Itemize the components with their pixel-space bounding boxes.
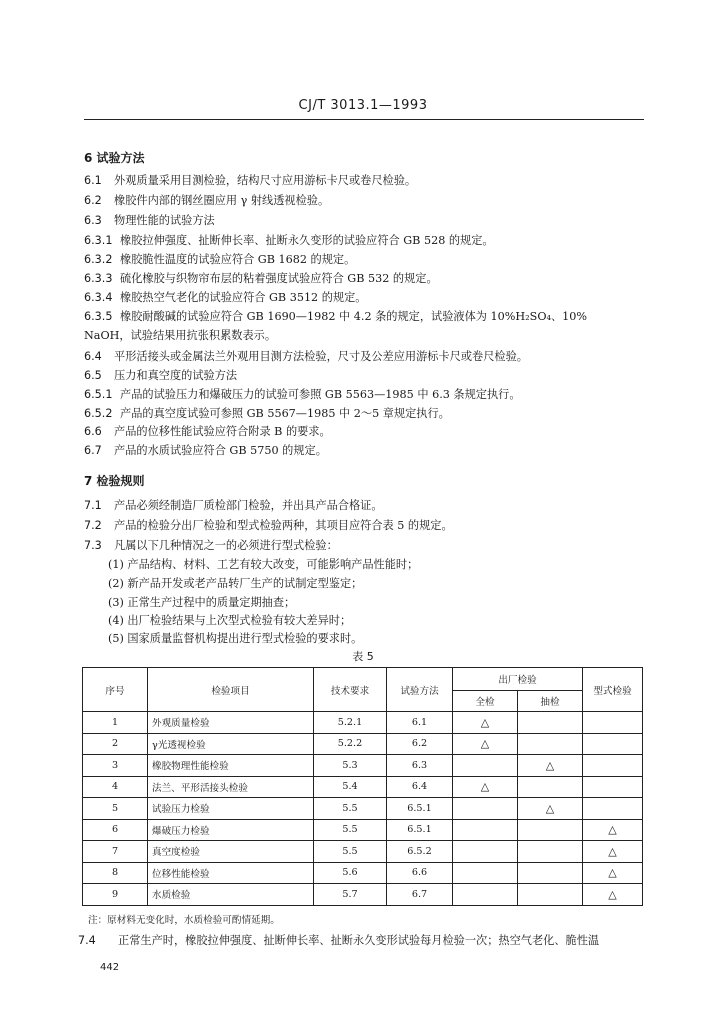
cell-no: 9 xyxy=(83,884,148,906)
cell-tech: 5.5 xyxy=(314,819,387,841)
cell-no: 6 xyxy=(83,819,148,841)
section-6-paragraph xyxy=(84,308,587,324)
para-text: 产品的位移性能试验应符合附录 B 的要求。 xyxy=(114,425,331,438)
cell-item: 法兰、平形活接头检验 xyxy=(148,776,314,798)
cell-method: 6.5.1 xyxy=(387,819,453,841)
section-6-paragraph xyxy=(84,289,367,305)
cell-no: 5 xyxy=(83,798,148,820)
cell-tech: 5.5 xyxy=(314,841,387,863)
section-6-paragraph xyxy=(84,251,355,267)
list-item: (1) 产品结构、材料、工艺有较大改变，可能影响产品性能时； xyxy=(108,558,419,571)
para-number: 7.1 xyxy=(84,499,102,512)
section-7-title: 7 检验规则 xyxy=(84,474,145,488)
para-text: 产品的真空度试验可参照 GB 5567—1985 中 2～5 章规定执行。 xyxy=(120,407,450,420)
header-tech: 技术要求 xyxy=(314,668,387,712)
table-row xyxy=(83,884,643,906)
para-number: 6.3.1 xyxy=(84,234,113,247)
para-number: 6.3.2 xyxy=(84,253,113,266)
standard-code-header: CJ/T 3013.1—1993 xyxy=(298,98,428,113)
cell-method: 6.7 xyxy=(387,884,453,906)
section-6-paragraph xyxy=(84,442,327,458)
cell-tech: 5.3 xyxy=(314,755,387,777)
para-number: 7.2 xyxy=(84,519,102,532)
para-number: 6.3 xyxy=(84,214,102,227)
table-row xyxy=(83,841,643,863)
section-7-paragraph xyxy=(84,517,453,533)
header-method: 试验方法 xyxy=(387,668,453,712)
cell-type xyxy=(583,755,643,777)
para-text: 凡属以下几种情况之一的必须进行型式检验： xyxy=(114,539,338,552)
header-item: 检验项目 xyxy=(148,668,314,712)
cell-method: 6.5.2 xyxy=(387,841,453,863)
cell-full xyxy=(453,862,518,884)
para-number: 7.4 xyxy=(78,934,96,947)
para-text: 压力和真空度的试验方法 xyxy=(114,369,238,382)
cell-method: 6.6 xyxy=(387,862,453,884)
para-text: 产品的水质试验应符合 GB 5750 的规定。 xyxy=(114,444,327,457)
para-number: 7.3 xyxy=(84,539,102,552)
table-5-caption: 表 5 xyxy=(352,650,374,663)
cell-tech: 5.2.2 xyxy=(314,733,387,755)
section-6-paragraph xyxy=(84,192,329,208)
cell-item: 真空度检验 xyxy=(148,841,314,863)
section-6-paragraph xyxy=(84,270,438,286)
cell-item: 试验压力检验 xyxy=(148,798,314,820)
table-row xyxy=(83,819,643,841)
cell-no: 4 xyxy=(83,776,148,798)
table-row xyxy=(83,776,643,798)
cell-full xyxy=(453,819,518,841)
section-7-paragraph xyxy=(84,537,338,553)
cell-tech: 5.2.1 xyxy=(314,712,387,734)
para-7-4 xyxy=(78,932,599,948)
cell-sample xyxy=(518,841,583,863)
para-text: 产品的检验分出厂检验和型式检验两种，其项目应符合表 5 的规定。 xyxy=(114,519,453,532)
cell-type: △ xyxy=(583,819,643,841)
para-number: 6.3.5 xyxy=(84,310,113,323)
cell-item: 爆破压力检验 xyxy=(148,819,314,841)
para-text: 橡胶拉伸强度、扯断伸长率、扯断永久变形的试验应符合 GB 528 的规定。 xyxy=(120,234,494,247)
para-text: NaOH，试验结果用抗张积累数表示。 xyxy=(84,329,277,342)
para-number: 6.7 xyxy=(84,444,102,457)
table-row xyxy=(83,798,643,820)
table-5 xyxy=(82,667,643,906)
table-row xyxy=(83,755,643,777)
section-6-paragraph xyxy=(84,423,331,439)
cell-item: 水质检验 xyxy=(148,884,314,906)
cell-full xyxy=(453,798,518,820)
cell-type: △ xyxy=(583,884,643,906)
cell-tech: 5.7 xyxy=(314,884,387,906)
header-no: 序号 xyxy=(83,668,148,712)
para-number: 6.1 xyxy=(84,174,102,187)
para-number: 6.2 xyxy=(84,194,102,207)
table-row xyxy=(83,733,643,755)
cell-type xyxy=(583,798,643,820)
list-item: (5) 国家质量监督机构提出进行型式检验的要求时。 xyxy=(108,632,363,645)
cell-item: 位移性能检验 xyxy=(148,862,314,884)
cell-sample xyxy=(518,776,583,798)
cell-no: 3 xyxy=(83,755,148,777)
para-number: 6.5 xyxy=(84,369,102,382)
cell-full: △ xyxy=(453,712,518,734)
page-number: 442 xyxy=(100,962,120,973)
cell-full xyxy=(453,755,518,777)
cell-type: △ xyxy=(583,862,643,884)
para-text: 外观质量采用目测检验，结构尺寸应用游标卡尺或卷尺检验。 xyxy=(114,174,417,187)
cell-type: △ xyxy=(583,841,643,863)
header-rule xyxy=(84,119,644,120)
list-item: (2) 新产品开发或老产品转厂生产的试制定型鉴定； xyxy=(108,577,363,590)
para-text: 平形活接头或金属法兰外观用目测方法检验，尺寸及公差应用游标卡尺或卷尺检验。 xyxy=(114,350,528,363)
table-row xyxy=(83,712,643,734)
cell-tech: 5.4 xyxy=(314,776,387,798)
section-6-paragraph xyxy=(84,327,276,343)
header-factory: 出厂检验 xyxy=(453,668,583,691)
para-text: 橡胶耐酸碱的试验应符合 GB 1690—1982 中 4.2 条的规定，试验液体为 10%H₂SO₄、10% xyxy=(120,310,588,323)
cell-sample: △ xyxy=(518,755,583,777)
cell-tech: 5.5 xyxy=(314,798,387,820)
cell-item: γ光透视检验 xyxy=(148,733,314,755)
header-full: 全检 xyxy=(453,691,518,712)
table-row xyxy=(83,862,643,884)
cell-method: 6.3 xyxy=(387,755,453,777)
para-text: 硫化橡胶与织物帘布层的粘着强度试验应符合 GB 532 的规定。 xyxy=(120,272,438,285)
section-6-title: 6 试验方法 xyxy=(84,151,145,165)
list-item: (4) 出厂检验结果与上次型式检验有较大差异时； xyxy=(108,614,352,627)
para-number: 6.6 xyxy=(84,425,102,438)
para-text: 产品的试验压力和爆破压力的试验可参照 GB 5563—1985 中 6.3 条规定执行。 xyxy=(120,388,521,401)
cell-no: 7 xyxy=(83,841,148,863)
cell-item: 橡胶物理性能检验 xyxy=(148,755,314,777)
section-6-paragraph xyxy=(84,212,215,228)
section-6-paragraph xyxy=(84,232,494,248)
para-number: 6.5.2 xyxy=(84,407,113,420)
para-text: 橡胶件内部的钢丝圈应用 γ 射线透视检验。 xyxy=(114,194,330,207)
cell-type xyxy=(583,733,643,755)
para-text: 橡胶脆性温度的试验应符合 GB 1682 的规定。 xyxy=(120,253,356,266)
section-6-paragraph xyxy=(84,405,450,421)
section-6-paragraph xyxy=(84,172,416,188)
section-7-paragraph xyxy=(84,497,383,513)
para-number: 6.3.3 xyxy=(84,272,113,285)
cell-sample xyxy=(518,862,583,884)
header-type: 型式检验 xyxy=(583,668,643,712)
cell-sample xyxy=(518,819,583,841)
cell-method: 6.1 xyxy=(387,712,453,734)
cell-method: 6.2 xyxy=(387,733,453,755)
section-6-paragraph xyxy=(84,386,521,402)
cell-no: 1 xyxy=(83,712,148,734)
cell-sample xyxy=(518,733,583,755)
para-text: 正常生产时，橡胶拉伸强度、扯断伸长率、扯断永久变形试验每月检验一次；热空气老化、脆性温 xyxy=(118,934,600,947)
cell-tech: 5.6 xyxy=(314,862,387,884)
cell-no: 2 xyxy=(83,733,148,755)
cell-sample xyxy=(518,712,583,734)
list-item: (3) 正常生产过程中的质量定期抽查； xyxy=(108,596,296,609)
header-sample: 抽检 xyxy=(518,691,583,712)
cell-full xyxy=(453,841,518,863)
para-number: 6.4 xyxy=(84,350,102,363)
cell-type xyxy=(583,712,643,734)
cell-sample xyxy=(518,884,583,906)
cell-item: 外观质量检验 xyxy=(148,712,314,734)
para-number: 6.5.1 xyxy=(84,388,113,401)
section-6-paragraph xyxy=(84,348,528,364)
para-number: 6.3.4 xyxy=(84,291,113,304)
cell-method: 6.4 xyxy=(387,776,453,798)
table-5-note: 注：原材料无变化时，水质检验可酌情延期。 xyxy=(88,915,280,926)
para-text: 产品必须经制造厂质检部门检验，并出具产品合格证。 xyxy=(114,499,383,512)
cell-full xyxy=(453,884,518,906)
section-6-paragraph xyxy=(84,367,237,383)
cell-method: 6.5.1 xyxy=(387,798,453,820)
cell-full: △ xyxy=(453,733,518,755)
cell-type xyxy=(583,776,643,798)
para-text: 物理性能的试验方法 xyxy=(114,214,215,227)
cell-full: △ xyxy=(453,776,518,798)
para-text: 橡胶热空气老化的试验应符合 GB 3512 的规定。 xyxy=(120,291,367,304)
cell-no: 8 xyxy=(83,862,148,884)
cell-sample: △ xyxy=(518,798,583,820)
